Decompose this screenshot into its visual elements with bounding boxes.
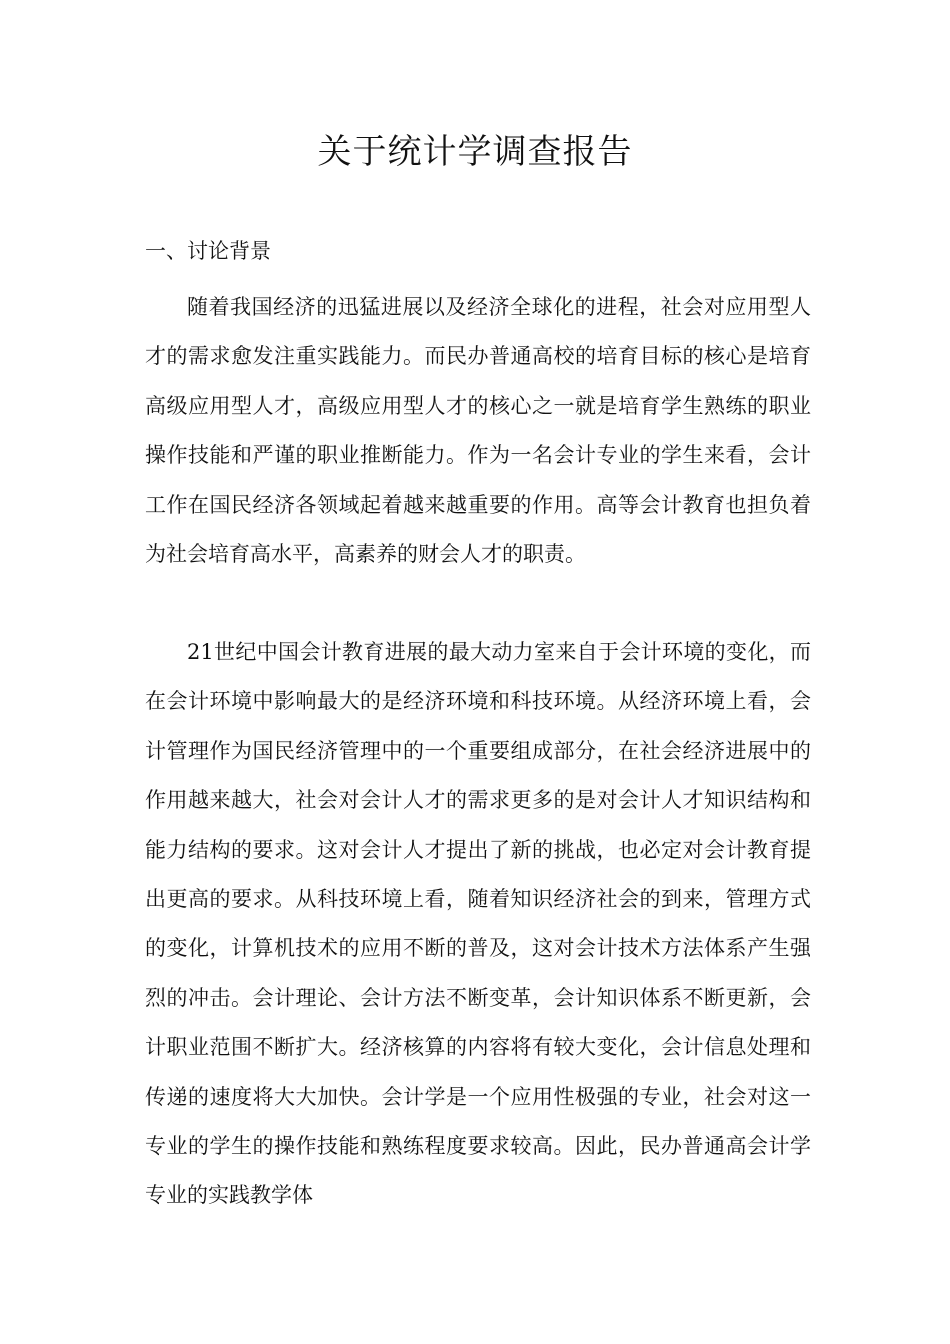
section-heading: 一、讨论背景 bbox=[145, 239, 271, 263]
body-paragraph: 21世纪中国会计教育进展的最大动力室来自于会计环境的变化，而在会计环境中影响最大的是经济环境和科技环境。从经济环境上看，会计管理作为国民经济管理中的一个重要组成部分，在社会经济进展中的作用越来越大，社会对会计人才的需求更多的是对会计人才知识结构和能力结构的要求。这对会计人才提出了新的挑战，也必定对会计教育提出更高的要求。从科技环境上看，随着知识经济社会的到来，管理方式的变化，计算机技术的应用不断的普及，这对会计技术方法体系产生强烈的冲击。会计理论、会计方法不断变革，会计知识体系不断更新，会计职业范围不断扩大。经济核算的内容将有较大变化，会计信息处理和传递的速度将大大加快。会计学是一个应用性极强的专业，社会对这一专业的学生的操作技能和熟练程度要求较高。因此，民办普通高会计学专业的实践教学体 bbox=[145, 640, 811, 1208]
document-title: 关于统计学调查报告 bbox=[317, 132, 633, 172]
body-paragraph: 随着我国经济的迅猛进展以及经济全球化的进程，社会对应用型人才的需求愈发注重实践能力。而民办普通高校的培育目标的核心是培育高级应用型人才，高级应用型人才的核心之一就是培育学生熟练的职业操作技能和严谨的职业推断能力。作为一名会计专业的学生来看，会计工作在国民经济各领域起着越来越重要的作用。高等会计教育也担负着为社会培育高水平，高素养的财会人才的职责。 bbox=[145, 295, 811, 567]
